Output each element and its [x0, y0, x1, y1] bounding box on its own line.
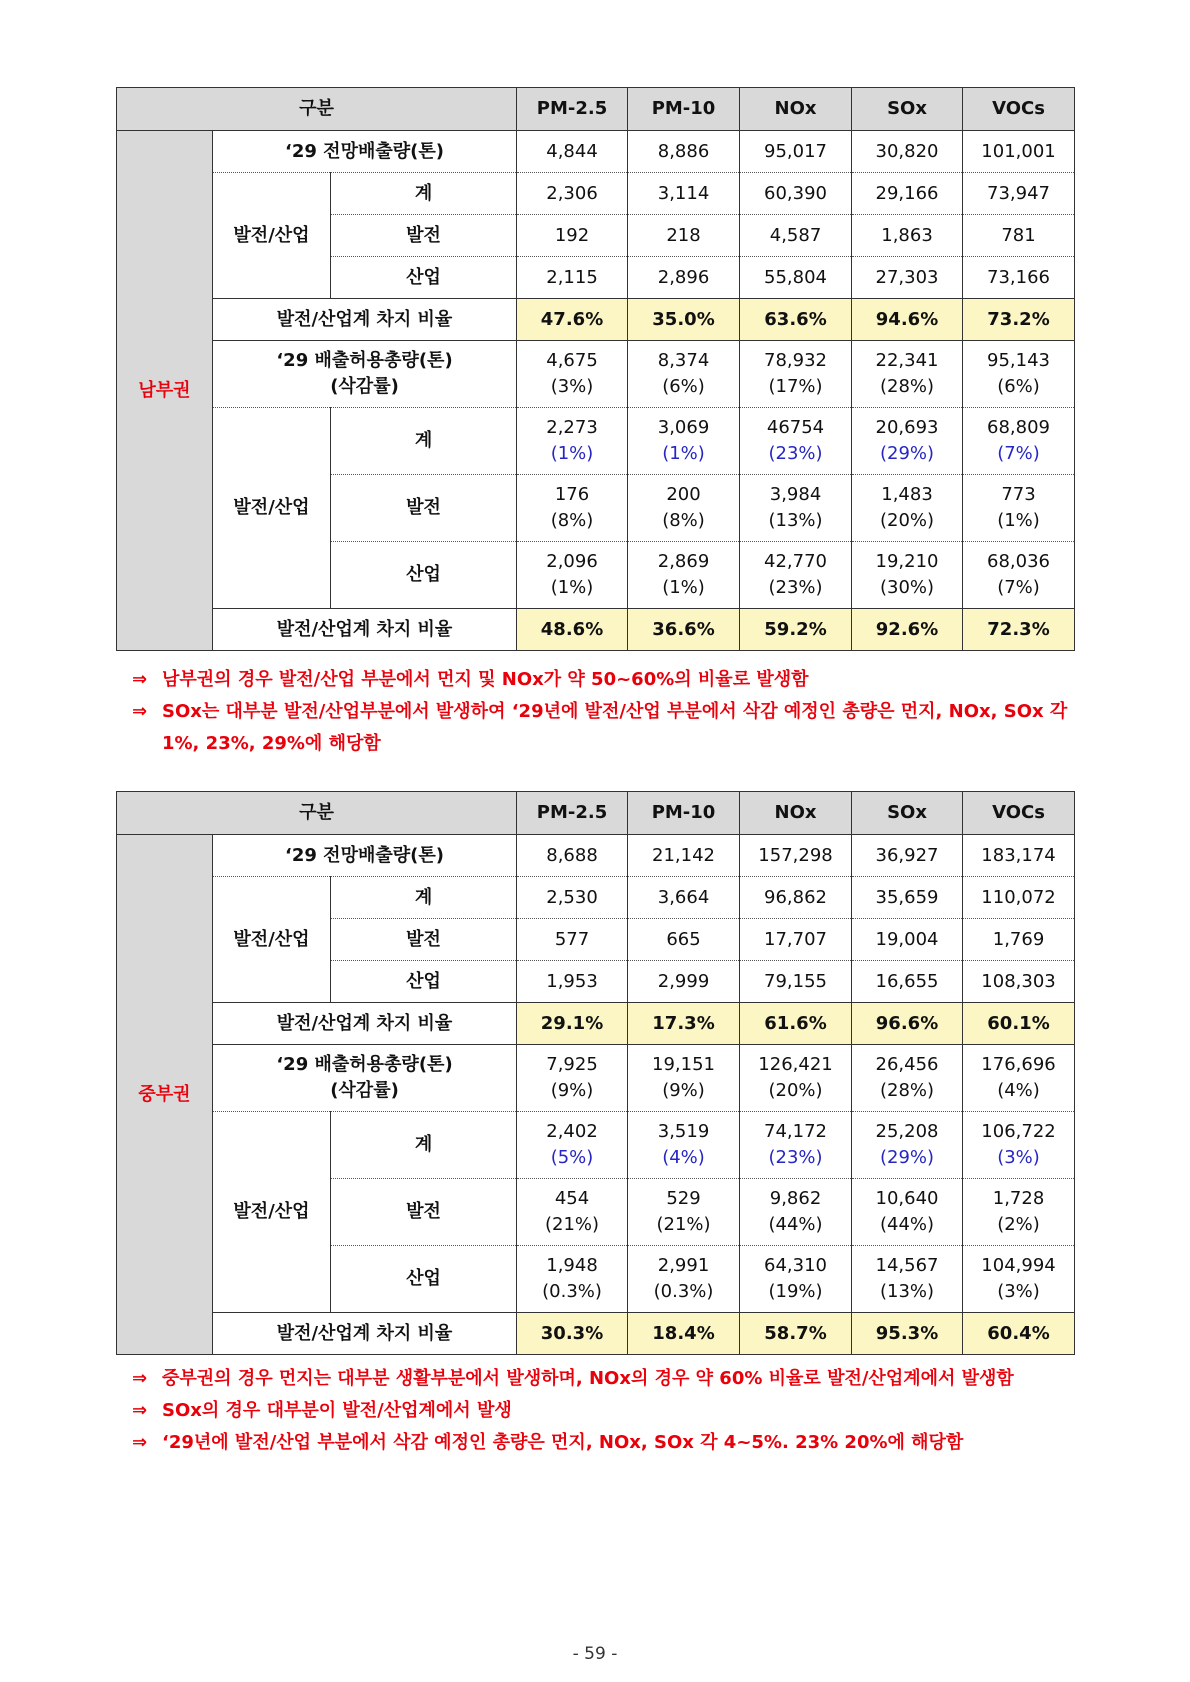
- ratio-cell: 47.6%: [517, 299, 628, 341]
- table-row: [117, 835, 1075, 877]
- cell: 68,036 (7%): [963, 542, 1075, 609]
- cell: 4,844: [517, 131, 628, 173]
- cell: 8,374 (6%): [628, 341, 740, 408]
- row-label: 발전: [331, 919, 517, 961]
- note-item: ⇒ SOx의 경우 대부분이 발전/산업계에서 발생: [132, 1395, 1072, 1427]
- cell: 1,728 (2%): [963, 1179, 1075, 1246]
- cell: 176 (8%): [517, 475, 628, 542]
- cell: 73,947: [963, 173, 1075, 215]
- cell: 22,341 (28%): [852, 341, 963, 408]
- arrow-icon: ⇒: [132, 669, 148, 690]
- header-category: 구분: [117, 792, 517, 835]
- cell: 2,999: [628, 961, 740, 1003]
- cell: 106,722 (3%): [963, 1112, 1075, 1179]
- cell: 2,869 (1%): [628, 542, 740, 609]
- ratio-cell: 92.6%: [852, 609, 963, 651]
- ratio-cell: 72.3%: [963, 609, 1075, 651]
- cell: 21,142: [628, 835, 740, 877]
- cell: 8,886: [628, 131, 740, 173]
- cell: 192: [517, 215, 628, 257]
- header-nox: NOx: [740, 792, 852, 835]
- cell: 95,017: [740, 131, 852, 173]
- row-label: 계: [331, 877, 517, 919]
- ratio-cell: 30.3%: [517, 1313, 628, 1355]
- cell: 2,115: [517, 257, 628, 299]
- cell: 1,483 (20%): [852, 475, 963, 542]
- ratio-row: [117, 1003, 1075, 1045]
- cell: 2,896: [628, 257, 740, 299]
- cell: 773 (1%): [963, 475, 1075, 542]
- arrow-icon: ⇒: [132, 701, 148, 722]
- ratio-cell: 59.2%: [740, 609, 852, 651]
- cell: 200 (8%): [628, 475, 740, 542]
- ratio-cell: 95.3%: [852, 1313, 963, 1355]
- table-row: [117, 1045, 1075, 1112]
- cell: 577: [517, 919, 628, 961]
- row-label-line: (삭감률): [330, 1080, 399, 1101]
- cell: 101,001: [963, 131, 1075, 173]
- row-label: 계: [331, 173, 517, 215]
- header-sox: SOx: [852, 792, 963, 835]
- row-label: 발전: [331, 475, 517, 542]
- cell: 2,306: [517, 173, 628, 215]
- cell: 183,174: [963, 835, 1075, 877]
- header-sox: SOx: [852, 88, 963, 131]
- cell: 35,659: [852, 877, 963, 919]
- central-region-table: [116, 791, 1075, 1355]
- ratio-cell: 36.6%: [628, 609, 740, 651]
- cell: 665: [628, 919, 740, 961]
- arrow-icon: ⇒: [132, 1368, 148, 1389]
- note-item: ⇒ ‘29년에 발전/산업 부분에서 삭감 예정인 총량은 먼지, NOx, SOx 각 4~5%. 23% 20%에 해당함: [132, 1427, 1072, 1459]
- cell: 25,208 (29%): [852, 1112, 963, 1179]
- cell: 1,863: [852, 215, 963, 257]
- cell: 19,151 (9%): [628, 1045, 740, 1112]
- cell: 8,688: [517, 835, 628, 877]
- row-label: 발전: [331, 215, 517, 257]
- cell: 79,155: [740, 961, 852, 1003]
- cell: 2,273 (1%): [517, 408, 628, 475]
- cell: 1,948 (0.3%): [517, 1246, 628, 1313]
- row-group-label: 발전/산업: [213, 877, 331, 1003]
- row-label-line: ‘29 배출허용총량(톤): [276, 350, 453, 371]
- cell: 2,402 (5%): [517, 1112, 628, 1179]
- cell: 3,519 (4%): [628, 1112, 740, 1179]
- cell: 108,303: [963, 961, 1075, 1003]
- note-item: ⇒ 남부권의 경우 발전/산업 부분에서 먼지 및 NOx가 약 50~60%의 비율로 발생함: [132, 664, 1072, 696]
- row-group-label: 발전/산업: [213, 173, 331, 299]
- row-label-line: (삭감률): [330, 376, 399, 397]
- table-row: [117, 877, 1075, 919]
- cell: 60,390: [740, 173, 852, 215]
- cell: 781: [963, 215, 1075, 257]
- cell: 29,166: [852, 173, 963, 215]
- note-item: ⇒ SOx는 대부분 발전/산업부분에서 발생하여 ‘29년에 발전/산업 부분에서 삭감 예정인 총량은 먼지, NOx, SOx 각 1%, 23%, 29%에 해당함: [132, 696, 1072, 760]
- row-group-label: 발전/산업: [213, 1112, 331, 1313]
- cell: 78,932 (17%): [740, 341, 852, 408]
- header-vocs: VOCs: [963, 88, 1075, 131]
- header-pm25: PM-2.5: [517, 88, 628, 131]
- row-label: ‘29 전망배출량(톤): [213, 131, 517, 173]
- cell: 19,004: [852, 919, 963, 961]
- header-pm25: PM-2.5: [517, 792, 628, 835]
- ratio-cell: 35.0%: [628, 299, 740, 341]
- row-label: 계: [331, 408, 517, 475]
- south-region-table: [116, 87, 1075, 651]
- central-region-table-block: [116, 791, 1074, 1355]
- header-category: 구분: [117, 88, 517, 131]
- cell: 42,770 (23%): [740, 542, 852, 609]
- row-label: [213, 341, 517, 408]
- row-label: 산업: [331, 1246, 517, 1313]
- header-nox: NOx: [740, 88, 852, 131]
- table-row: [117, 341, 1075, 408]
- arrow-icon: ⇒: [132, 1400, 148, 1421]
- cell: 16,655: [852, 961, 963, 1003]
- cell: 64,310 (19%): [740, 1246, 852, 1313]
- cell: 9,862 (44%): [740, 1179, 852, 1246]
- row-label: 계: [331, 1112, 517, 1179]
- header-pm10: PM-10: [628, 792, 740, 835]
- south-region-table-block: [116, 87, 1074, 651]
- south-notes: [132, 664, 1072, 760]
- page-number: - 59 -: [572, 1644, 618, 1664]
- region-label: 중부권: [117, 835, 213, 1355]
- row-group-label: 발전/산업: [213, 408, 331, 609]
- cell: 27,303: [852, 257, 963, 299]
- header-vocs: VOCs: [963, 792, 1075, 835]
- row-label: 산업: [331, 257, 517, 299]
- cell: 74,172 (23%): [740, 1112, 852, 1179]
- table-row: [117, 1112, 1075, 1179]
- ratio-cell: 73.2%: [963, 299, 1075, 341]
- cell: 126,421 (20%): [740, 1045, 852, 1112]
- ratio-cell: 61.6%: [740, 1003, 852, 1045]
- central-notes: [132, 1363, 1072, 1459]
- table-row: [117, 173, 1075, 215]
- cell: 19,210 (30%): [852, 542, 963, 609]
- cell: 73,166: [963, 257, 1075, 299]
- row-label: 발전/산업계 차지 비율: [213, 1313, 517, 1355]
- cell: 4,675 (3%): [517, 341, 628, 408]
- ratio-cell: 63.6%: [740, 299, 852, 341]
- cell: 2,096 (1%): [517, 542, 628, 609]
- cell: 218: [628, 215, 740, 257]
- cell: 3,069 (1%): [628, 408, 740, 475]
- cell: 26,456 (28%): [852, 1045, 963, 1112]
- cell: 157,298: [740, 835, 852, 877]
- header-pm10: PM-10: [628, 88, 740, 131]
- cell: 1,953: [517, 961, 628, 1003]
- ratio-cell: 58.7%: [740, 1313, 852, 1355]
- row-label: 발전/산업계 차지 비율: [213, 1003, 517, 1045]
- cell: 1,769: [963, 919, 1075, 961]
- cell: 2,991 (0.3%): [628, 1246, 740, 1313]
- ratio-cell: 94.6%: [852, 299, 963, 341]
- cell: 10,640 (44%): [852, 1179, 963, 1246]
- region-label: 남부권: [117, 131, 213, 651]
- table-row: [117, 408, 1075, 475]
- cell: 55,804: [740, 257, 852, 299]
- header-row: [117, 88, 1075, 131]
- row-label: 발전: [331, 1179, 517, 1246]
- cell: 36,927: [852, 835, 963, 877]
- cell: 4,587: [740, 215, 852, 257]
- note-item: ⇒ 중부권의 경우 먼지는 대부분 생활부분에서 발생하며, NOx의 경우 약 60% 비율로 발전/산업계에서 발생함: [132, 1363, 1072, 1395]
- cell: 7,925 (9%): [517, 1045, 628, 1112]
- cell: 2,530: [517, 877, 628, 919]
- table-row: [117, 131, 1075, 173]
- cell: 20,693 (29%): [852, 408, 963, 475]
- cell: 3,114: [628, 173, 740, 215]
- ratio-cell: 29.1%: [517, 1003, 628, 1045]
- row-label: 산업: [331, 961, 517, 1003]
- row-label: 발전/산업계 차지 비율: [213, 299, 517, 341]
- arrow-icon: ⇒: [132, 1432, 148, 1453]
- row-label: 산업: [331, 542, 517, 609]
- header-row: [117, 792, 1075, 835]
- cell: 454 (21%): [517, 1179, 628, 1246]
- ratio-cell: 60.1%: [963, 1003, 1075, 1045]
- cell: 14,567 (13%): [852, 1246, 963, 1313]
- row-label: [213, 1045, 517, 1112]
- ratio-cell: 60.4%: [963, 1313, 1075, 1355]
- cell: 95,143 (6%): [963, 341, 1075, 408]
- row-label: ‘29 전망배출량(톤): [213, 835, 517, 877]
- row-label-line: ‘29 배출허용총량(톤): [276, 1054, 453, 1075]
- cell: 3,984 (13%): [740, 475, 852, 542]
- cell: 529 (21%): [628, 1179, 740, 1246]
- cell: 68,809 (7%): [963, 408, 1075, 475]
- ratio-row: [117, 299, 1075, 341]
- cell: 96,862: [740, 877, 852, 919]
- ratio-cell: 18.4%: [628, 1313, 740, 1355]
- ratio-row: [117, 609, 1075, 651]
- cell: 3,664: [628, 877, 740, 919]
- row-label: 발전/산업계 차지 비율: [213, 609, 517, 651]
- ratio-cell: 17.3%: [628, 1003, 740, 1045]
- cell: 17,707: [740, 919, 852, 961]
- cell: 104,994 (3%): [963, 1246, 1075, 1313]
- ratio-row: [117, 1313, 1075, 1355]
- ratio-cell: 48.6%: [517, 609, 628, 651]
- cell: 30,820: [852, 131, 963, 173]
- ratio-cell: 96.6%: [852, 1003, 963, 1045]
- cell: 110,072: [963, 877, 1075, 919]
- cell: 176,696 (4%): [963, 1045, 1075, 1112]
- cell: 46754 (23%): [740, 408, 852, 475]
